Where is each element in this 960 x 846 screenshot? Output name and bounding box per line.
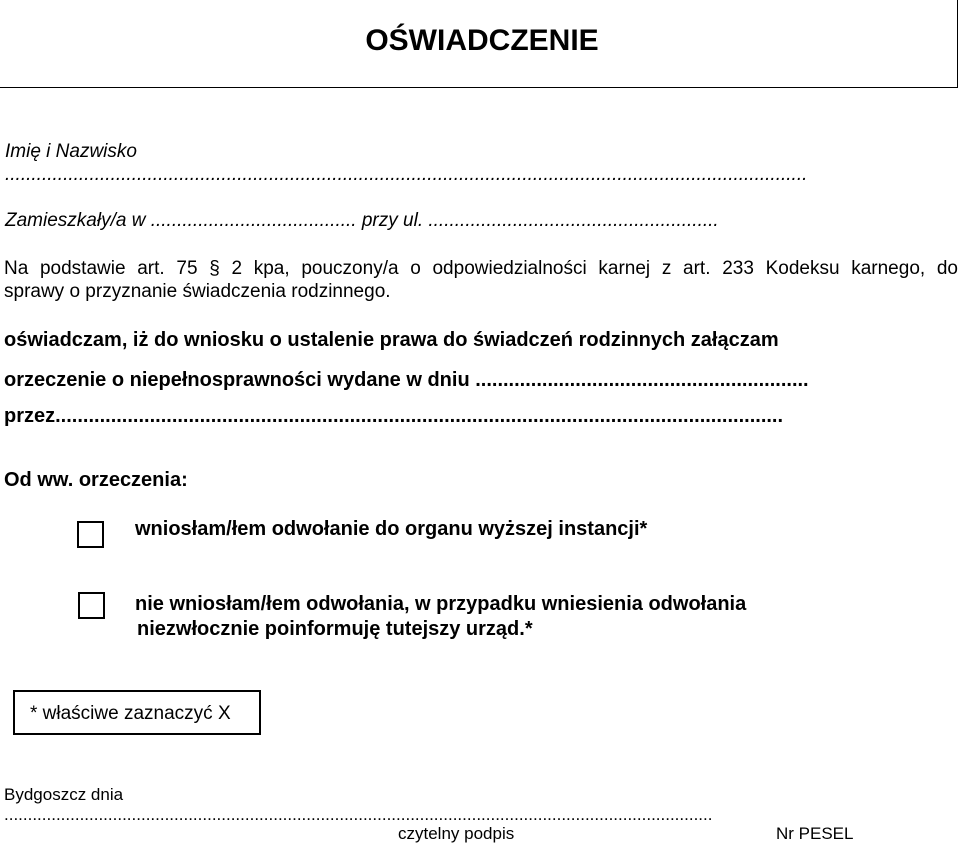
name-field-line[interactable]: ........................................................................................................................................................ (5, 164, 808, 185)
place-date-label: Bydgoszcz dnia (4, 785, 124, 804)
legal-basis-line-2: sprawy o przyznanie świadczenia rodzinnego. (4, 281, 391, 302)
document-title: OŚWIADCZENIE (365, 24, 599, 57)
signature-caption: czytelny podpis (398, 824, 515, 843)
appeal-header: Od ww. orzeczenia: (4, 469, 188, 491)
appeal-filed-label: wniosłam/łem odwołanie do organu wyższej instancji* (135, 518, 648, 540)
appeal-not-filed-checkbox[interactable] (78, 592, 105, 619)
marking-note-text: * właściwe zaznaczyć X (30, 703, 231, 724)
declaration-line: oświadczam, iż do wniosku o ustalenie prawa do świadczeń rodzinnych załączam (4, 329, 779, 351)
certificate-issuer-line[interactable]: przez................................................................................................................................... (4, 405, 784, 427)
signature-dotted-line[interactable]: ...................................................................................................................................................... (4, 805, 713, 824)
residence-field-line[interactable]: Zamieszkały/a w ....................................... przy ul. ....................................................... (5, 210, 719, 231)
pesel-caption: Nr PESEL (776, 824, 854, 843)
certificate-date-line[interactable]: orzeczenie o niepełnosprawności wydane w dniu ............................................................ (4, 369, 809, 391)
name-label: Imię i Nazwisko (5, 141, 137, 162)
legal-basis-line-1: Na podstawie art. 75 § 2 kpa, pouczony/a o odpowiedzialności karnej z art. 233 Kodeksu karnego, do (4, 258, 958, 279)
appeal-not-filed-label-line-2: niezwłocznie poinformuję tutejszy urząd.* (137, 618, 533, 640)
marking-note-box (13, 690, 261, 735)
appeal-not-filed-label-line-1: nie wniosłam/łem odwołania, w przypadku wniesienia odwołania (135, 593, 747, 615)
appeal-filed-checkbox[interactable] (77, 521, 104, 548)
